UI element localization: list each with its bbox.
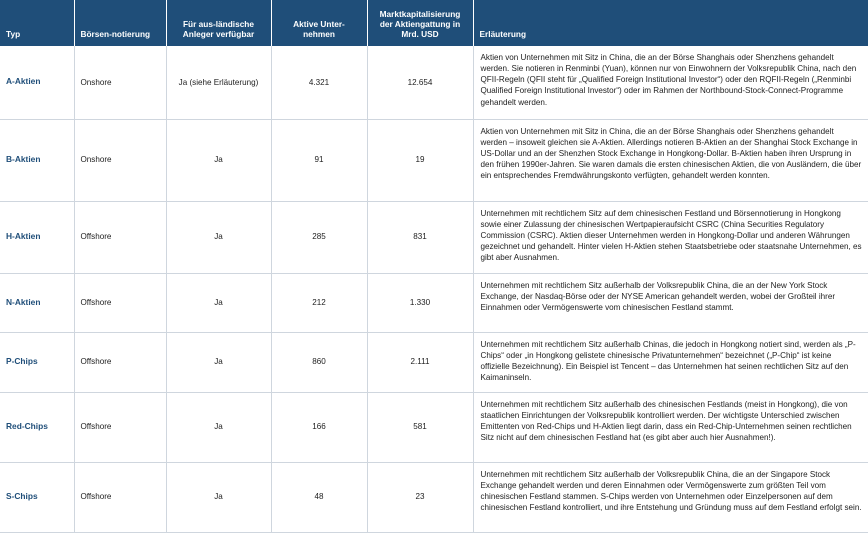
- cell-boersennotierung: Onshore: [74, 119, 166, 201]
- cell-marktkapitalisierung: 831: [367, 201, 473, 273]
- cell-typ: N-Aktien: [0, 273, 74, 332]
- cell-erlaeuterung: Unternehmen mit rechtlichem Sitz außerhalb der Volksrepublik China, die an der Singapore Stock Exchange gehandelt werden und deren Einnahmen oder Vermögenswerte zum größten Teil vom chinesischen Festland stammen. S-Chips werden von Unternehmen oder Einzelpersonen auf dem chinesischen Festland kontrolliert, und ihre Entstehung und Gründung muss auf dem Festland erfolgt sein.: [473, 462, 868, 532]
- cell-boersennotierung: Offshore: [74, 392, 166, 462]
- cell-marktkapitalisierung: 19: [367, 119, 473, 201]
- cell-marktkapitalisierung: 23: [367, 462, 473, 532]
- table-row: [0, 392, 868, 462]
- table-body: [0, 46, 868, 532]
- cell-unternehmen: 48: [271, 462, 367, 532]
- cell-erlaeuterung: Unternehmen mit rechtlichem Sitz außerhalb Chinas, die jedoch in Hongkong notiert sind, werden als „P-Chips“ oder „in Hongkong gelistete chinesische Privatunternehmen“ bezeichnet („P-Chip“ ist keine offizielle Bezeichnung). Ein Beispiel ist Tencent – das Unternehmen hat seinen rechtlichen Sitz auf den Kaimaninseln.: [473, 332, 868, 392]
- header-anleger: Für aus-ländische Anleger verfügbar: [166, 0, 271, 46]
- cell-anleger: Ja (siehe Erläuterung): [166, 46, 271, 119]
- header-erlaeuterung: Erläuterung: [473, 0, 868, 46]
- cell-typ: H-Aktien: [0, 201, 74, 273]
- table-row: [0, 462, 868, 532]
- cell-boersennotierung: Onshore: [74, 46, 166, 119]
- cell-erlaeuterung: Aktien von Unternehmen mit Sitz in China, die an der Börse Shanghais oder Shenzhens gehandelt werden. Sie notieren in Renminbi (Yuan), können nur von Einwohnern der Volksrepublik China, nach den QFII-Regeln (QFII steht für „Qualified Foreign Institutional Investor“) oder den RQFII-Regeln („Renminbi Qualified Foreign Institutional Investor“) oder im Rahmen der Northbound-Stock-Connect-Programme gehandelt werden.: [473, 46, 868, 119]
- cell-unternehmen: 212: [271, 273, 367, 332]
- cell-erlaeuterung: Aktien von Unternehmen mit Sitz in China, die an der Börse Shanghais oder Shenzhens gehandelt werden – insoweit gleichen sie A-Aktien. Allerdings notieren B-Aktien an der Shanghai Stock Exchange in US-Dollar und an der Shenzhen Stock Exchange in Hongkong-Dollar. B-Aktien haben ihren Ursprung in den frühen 1990er-Jahren. Sie waren damals die ersten chinesischen Aktien, die von Ausländern, die über ein entsprechendes Fremdwährungskonto verfügten, gehandelt werden konnten.: [473, 119, 868, 201]
- cell-unternehmen: 91: [271, 119, 367, 201]
- table-row: [0, 273, 868, 332]
- table-row: [0, 332, 868, 392]
- cell-erlaeuterung: Unternehmen mit rechtlichem Sitz außerhalb der Volksrepublik China, die an der New York Stock Exchange, der Nasdaq-Börse oder der NYSE American gehandelt werden, wobei der Großteil ihrer Einnahmen oder Vermögenswerte vom chinesischen Festland stammt.: [473, 273, 868, 332]
- cell-typ: S-Chips: [0, 462, 74, 532]
- cell-erlaeuterung: Unternehmen mit rechtlichem Sitz außerhalb des chinesischen Festlands (meist in Hongkong), die von staatlichen Einrichtungen der Volksrepublik kontrolliert werden. Der wichtigste Unterschied zwischen Emittenten von Red-Chips und H-Aktien liegt darin, dass ein Red-Chip-Unternehmen seinen rechtlichen Sitz nicht auf dem chinesischen Festland hat (es gibt aber auch hier Ausnahmen!).: [473, 392, 868, 462]
- table-header: [0, 0, 868, 46]
- header-unternehmen: Aktive Unter-nehmen: [271, 0, 367, 46]
- cell-anleger: Ja: [166, 392, 271, 462]
- table-row: [0, 46, 868, 119]
- cell-anleger: Ja: [166, 273, 271, 332]
- cell-unternehmen: 4.321: [271, 46, 367, 119]
- cell-typ: Red-Chips: [0, 392, 74, 462]
- cell-typ: A-Aktien: [0, 46, 74, 119]
- cell-typ: B-Aktien: [0, 119, 74, 201]
- cell-marktkapitalisierung: 2.111: [367, 332, 473, 392]
- cell-marktkapitalisierung: 12.654: [367, 46, 473, 119]
- cell-boersennotierung: Offshore: [74, 332, 166, 392]
- cell-anleger: Ja: [166, 201, 271, 273]
- cell-boersennotierung: Offshore: [74, 462, 166, 532]
- header-boersennotierung: Börsen-notierung: [74, 0, 166, 46]
- cell-unternehmen: 860: [271, 332, 367, 392]
- cell-anleger: Ja: [166, 119, 271, 201]
- cell-marktkapitalisierung: 1.330: [367, 273, 473, 332]
- cell-unternehmen: 166: [271, 392, 367, 462]
- cell-boersennotierung: Offshore: [74, 201, 166, 273]
- cell-anleger: Ja: [166, 462, 271, 532]
- cell-anleger: Ja: [166, 332, 271, 392]
- table-row: [0, 201, 868, 273]
- header-typ: Typ: [0, 0, 74, 46]
- cell-boersennotierung: Offshore: [74, 273, 166, 332]
- header-marktkapitalisierung: Marktkapitalisierung der Aktiengattung in Mrd. USD: [367, 0, 473, 46]
- table-row: [0, 119, 868, 201]
- cell-erlaeuterung: Unternehmen mit rechtlichem Sitz auf dem chinesischen Festland und Börsennotierung in Hongkong sowie einer Zulassung der chinesischen Wertpapieraufsicht CSRC (China Securities Regulatory Commission (CSRC). Aktien dieser Unternehmen werden in Hongkong-Dollar und anderen Währungen gezeichnet und gehandelt. Hinter vielen H-Aktien stehen Staatsbetriebe oder staatsnahe Unternehmen, es gibt aber Ausnahmen.: [473, 201, 868, 273]
- cell-marktkapitalisierung: 581: [367, 392, 473, 462]
- cell-unternehmen: 285: [271, 201, 367, 273]
- cell-typ: P-Chips: [0, 332, 74, 392]
